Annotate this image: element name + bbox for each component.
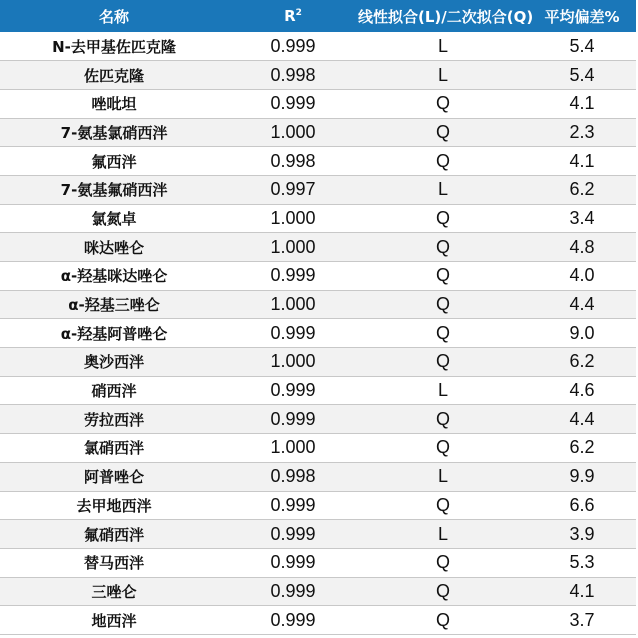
header-r2: [228, 0, 358, 32]
cell-name: 三唑仑: [0, 577, 228, 606]
cell-fit: Q: [358, 606, 528, 635]
cell-name: 7-氨基氯硝西泮: [0, 118, 228, 147]
table-row: [0, 606, 636, 635]
table-row: [0, 89, 636, 118]
cell-fit: L: [358, 61, 528, 90]
cell-r2: 0.999: [228, 548, 358, 577]
cell-name: 劳拉西泮: [0, 405, 228, 434]
cell-name: N-去甲基佐匹克隆: [0, 32, 228, 61]
table-row: [0, 262, 636, 291]
table-row: [0, 204, 636, 233]
cell-deviation: 4.1: [528, 89, 636, 118]
cell-fit: Q: [358, 204, 528, 233]
cell-name: 替马西泮: [0, 548, 228, 577]
cell-fit: L: [358, 462, 528, 491]
cell-r2: 0.999: [228, 89, 358, 118]
table-row: [0, 577, 636, 606]
cell-fit: L: [358, 175, 528, 204]
cell-r2: 1.000: [228, 118, 358, 147]
cell-name: 唑吡坦: [0, 89, 228, 118]
cell-r2: 0.999: [228, 491, 358, 520]
table-row: [0, 147, 636, 176]
table-row: [0, 319, 636, 348]
cell-fit: Q: [358, 319, 528, 348]
cell-r2: 1.000: [228, 290, 358, 319]
cell-deviation: 4.8: [528, 233, 636, 262]
header-r2-superscript: 2: [295, 8, 302, 18]
cell-deviation: 4.4: [528, 290, 636, 319]
cell-name: 地西泮: [0, 606, 228, 635]
cell-r2: 1.000: [228, 434, 358, 463]
cell-fit: Q: [358, 577, 528, 606]
table-body: [0, 32, 636, 634]
cell-r2: 0.999: [228, 405, 358, 434]
cell-name: 去甲地西泮: [0, 491, 228, 520]
cell-r2: 1.000: [228, 204, 358, 233]
table-row: [0, 61, 636, 90]
table-row: [0, 32, 636, 61]
cell-r2: 0.999: [228, 32, 358, 61]
cell-name: 氟硝西泮: [0, 520, 228, 549]
table-row: [0, 548, 636, 577]
cell-name: α-羟基三唑仑: [0, 290, 228, 319]
cell-fit: L: [358, 32, 528, 61]
header-row: [0, 0, 636, 32]
cell-fit: Q: [358, 491, 528, 520]
cell-name: 硝西泮: [0, 376, 228, 405]
cell-r2: 1.000: [228, 348, 358, 377]
cell-r2: 0.998: [228, 147, 358, 176]
cell-deviation: 5.3: [528, 548, 636, 577]
cell-r2: 1.000: [228, 233, 358, 262]
cell-fit: Q: [358, 348, 528, 377]
table-row: [0, 491, 636, 520]
cell-deviation: 4.4: [528, 405, 636, 434]
table-header: [0, 0, 636, 32]
table-row: [0, 462, 636, 491]
cell-name: 阿普唑仑: [0, 462, 228, 491]
cell-fit: L: [358, 520, 528, 549]
table-row: [0, 233, 636, 262]
cell-deviation: 9.0: [528, 319, 636, 348]
cell-deviation: 3.4: [528, 204, 636, 233]
cell-deviation: 4.1: [528, 577, 636, 606]
cell-fit: Q: [358, 405, 528, 434]
cell-r2: 0.999: [228, 606, 358, 635]
cell-fit: L: [358, 376, 528, 405]
cell-deviation: 4.0: [528, 262, 636, 291]
cell-r2: 0.999: [228, 577, 358, 606]
cell-fit: Q: [358, 233, 528, 262]
cell-r2: 0.999: [228, 520, 358, 549]
header-fit: 线性拟合(L)/二次拟合(Q): [358, 7, 534, 26]
cell-deviation: 6.2: [528, 434, 636, 463]
cell-name: 佐匹克隆: [0, 61, 228, 90]
cell-deviation: 6.2: [528, 175, 636, 204]
cell-name: 氯硝西泮: [0, 434, 228, 463]
cell-name: 7-氨基氟硝西泮: [0, 175, 228, 204]
cell-name: 奥沙西泮: [0, 348, 228, 377]
cell-fit: Q: [358, 147, 528, 176]
cell-fit: Q: [358, 290, 528, 319]
cell-r2: 0.999: [228, 376, 358, 405]
cell-fit: Q: [358, 118, 528, 147]
table-row: [0, 434, 636, 463]
cell-r2: 0.998: [228, 61, 358, 90]
cell-deviation: 6.2: [528, 348, 636, 377]
cell-fit: Q: [358, 89, 528, 118]
cell-name: 咪达唑仑: [0, 233, 228, 262]
cell-fit: Q: [358, 434, 528, 463]
cell-fit: Q: [358, 548, 528, 577]
table-row: [0, 348, 636, 377]
cell-deviation: 3.9: [528, 520, 636, 549]
cell-deviation: 3.7: [528, 606, 636, 635]
cell-r2: 0.999: [228, 319, 358, 348]
cell-deviation: 2.3: [528, 118, 636, 147]
cell-name: α-羟基咪达唑仑: [0, 262, 228, 291]
cell-fit: Q: [358, 262, 528, 291]
cell-r2: 0.998: [228, 462, 358, 491]
cell-deviation: 9.9: [528, 462, 636, 491]
cell-name: 氟西泮: [0, 147, 228, 176]
cell-name: α-羟基阿普唑仑: [0, 319, 228, 348]
table-row: [0, 405, 636, 434]
table-row: [0, 520, 636, 549]
header-name: 名称: [98, 7, 129, 26]
cell-deviation: 4.1: [528, 147, 636, 176]
table-row: [0, 175, 636, 204]
table-row: [0, 290, 636, 319]
cell-name: 氯氮卓: [0, 204, 228, 233]
cell-deviation: 5.4: [528, 61, 636, 90]
header-deviation: 平均偏差%: [544, 7, 620, 26]
cell-r2: 0.997: [228, 175, 358, 204]
table-row: [0, 376, 636, 405]
cell-deviation: 5.4: [528, 32, 636, 61]
cell-deviation: 4.6: [528, 376, 636, 405]
cell-deviation: 6.6: [528, 491, 636, 520]
header-r2-base: R: [284, 7, 296, 25]
table-row: [0, 118, 636, 147]
cell-r2: 0.999: [228, 262, 358, 291]
